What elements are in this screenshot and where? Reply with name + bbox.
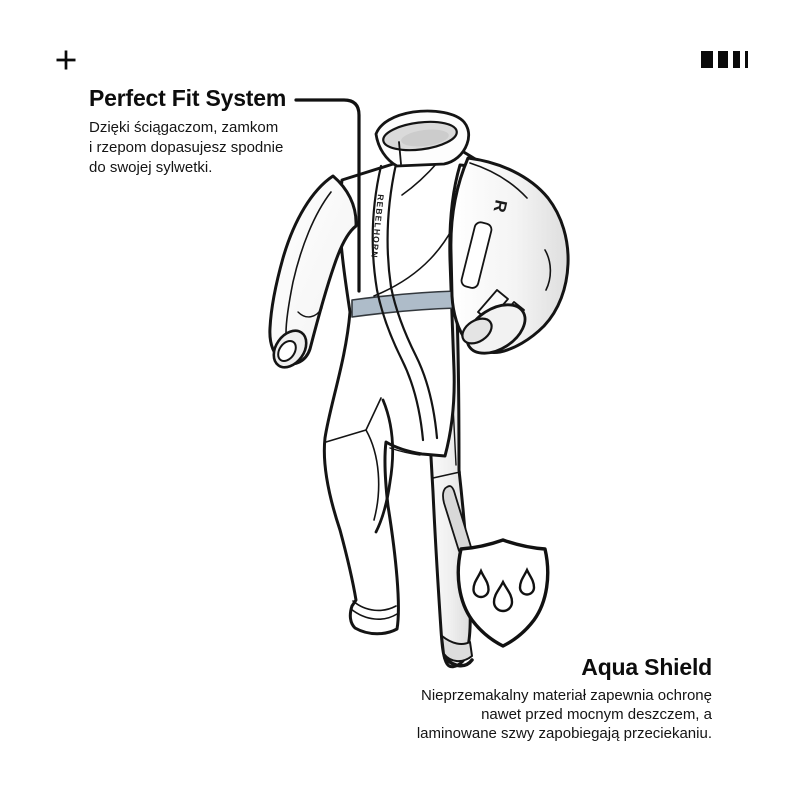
suit-right-arm [451,158,568,363]
description-line: Nieprzemakalny materiał zapewnia ochronę [421,687,712,704]
description-line: nawet przed mocnym deszczem, a [481,706,712,723]
description-line: laminowane szwy zapobiegają przeciekaniu. [416,725,712,742]
shield-icon [458,540,547,646]
brand-logo: R [489,198,511,215]
suit-left-arm [267,176,356,373]
brand-text: REBELHORN [369,193,386,260]
description-line: do swojej sylwetki. [89,159,213,176]
description-line: i rzepom dopasujesz spodnie [89,139,284,156]
suit-collar [376,111,469,166]
feature-title: Aqua Shield [581,654,712,680]
description-line: Dzięki ściągaczom, zamkom [89,119,279,136]
feature-title: Perfect Fit System [89,85,287,111]
